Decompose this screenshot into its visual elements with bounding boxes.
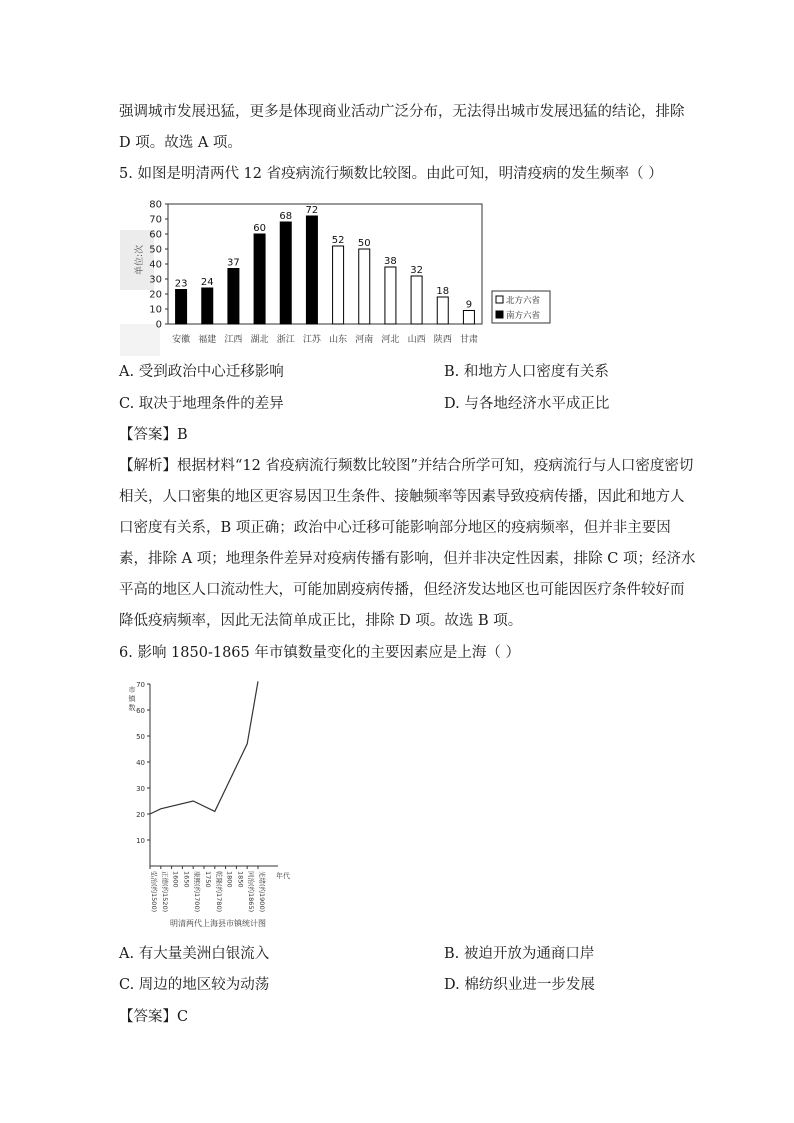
- y-tick-label: 40: [149, 259, 162, 271]
- y-tick-label: 30: [136, 785, 145, 793]
- bar-value-label: 72: [305, 205, 319, 216]
- y-tick-label: 60: [136, 707, 145, 715]
- intro-line-2: D 项。故选 A 项。: [119, 135, 242, 151]
- y-tick-label: 50: [136, 733, 145, 741]
- category-label: 湖北: [250, 335, 269, 345]
- q5-analysis-line-3: 口密度有关系，B 项正确；政治中心迁移可能影响部分地区的疫病频率，但并非主要因: [119, 520, 671, 536]
- x-tick-label: 1850: [236, 871, 245, 888]
- legend-swatch: [496, 296, 503, 303]
- bar: [333, 246, 344, 324]
- intro-line-1: 强调城市发展迅猛，更多是体现商业活动广泛分布，无法得出城市发展迅猛的结论，排除: [119, 104, 685, 120]
- q6-option-c: C. 周边的地区较为动荡: [119, 977, 270, 993]
- line-chart-shanghai-towns: [120, 676, 320, 936]
- x-tick-label: 同治(约1865): [247, 871, 256, 913]
- bar: [176, 290, 187, 325]
- category-label: 陕西: [433, 335, 452, 345]
- x-tick-label: 1650: [182, 871, 191, 888]
- y-tick-label: 60: [149, 229, 162, 241]
- q6-option-a: A. 有大量美洲白银流入: [119, 946, 270, 962]
- category-label: 江西: [224, 335, 243, 345]
- y-tick-label: 20: [136, 811, 145, 819]
- q6-option-d: D. 棉纺织业进一步发展: [444, 977, 595, 993]
- y-tick-label: 30: [149, 274, 162, 286]
- q5-analysis-line-4: 素，排除 A 项；地理条件差异对疫病传播有影响，但并非决定性因素，排除 C 项；经济水: [119, 551, 696, 567]
- bar-value-label: 50: [357, 238, 371, 249]
- y-tick-label: 70: [136, 681, 145, 689]
- bar-value-label: 68: [279, 211, 293, 222]
- q6-answer: 【答案】C: [119, 1009, 189, 1025]
- bar-value-label: 37: [227, 257, 240, 269]
- legend-label: 北方六省: [506, 296, 541, 306]
- bar: [359, 249, 370, 324]
- q5-stem: 5. 如图是明清两代 12 省疫病流行频数比较图。由此可知，明清疫病的发生频率（ ）: [119, 166, 663, 182]
- category-label: 河南: [355, 335, 374, 345]
- x-tick-label: 弘治(约1500): [150, 871, 158, 913]
- q6-stem: 6. 影响 1850-1865 年市镇数量变化的主要因素应是上海（ ）: [119, 645, 520, 661]
- x-tick-label: 正德(约1520): [160, 871, 169, 913]
- q5-analysis-line-2: 相关，人口密集的地区更容易因卫生条件、接触频率等因素导致疫病传播，因此和地方人: [119, 489, 685, 505]
- corner-backdrop: [120, 324, 160, 356]
- legend-swatch: [496, 311, 503, 318]
- category-label: 福建: [198, 335, 217, 345]
- x-axis-label: 年代: [276, 872, 290, 880]
- q6-option-b: B. 被迫开放为通商口岸: [444, 946, 595, 962]
- bar-value-label: 18: [436, 286, 450, 297]
- bar: [280, 222, 291, 324]
- bar: [463, 311, 474, 325]
- bar: [306, 216, 317, 324]
- y-tick-label: 70: [149, 214, 162, 226]
- x-tick-label: 乾隆(约1780): [214, 871, 223, 913]
- x-tick-label: 1800: [225, 871, 234, 888]
- y-tick-label: 50: [149, 244, 162, 256]
- bar: [202, 288, 213, 324]
- chart-caption: 明清两代上海县市镇统计图: [170, 919, 266, 928]
- bar: [385, 267, 396, 324]
- x-tick-label: 光绪(约1900): [258, 871, 266, 913]
- q5-option-b: B. 和地方人口密度有关系: [444, 364, 609, 380]
- bar-value-label: 52: [331, 235, 345, 246]
- legend-label: 南方六省: [506, 311, 541, 321]
- category-label: 甘肃: [459, 335, 478, 345]
- y-axis-label: 单位:次: [135, 244, 145, 276]
- plot-frame: [168, 204, 482, 324]
- category-label: 安徽: [172, 335, 191, 345]
- x-tick-label: 1600: [171, 871, 180, 888]
- y-tick-label: 10: [149, 304, 162, 316]
- y-tick-label: 20: [149, 289, 162, 301]
- y-tick-label: 10: [136, 837, 145, 845]
- q5-option-c: C. 取决于地理条件的差异: [119, 396, 284, 412]
- q5-analysis-line-6: 降低疫病频率，因此无法简单成正比，排除 D 项。故选 B 项。: [119, 613, 523, 629]
- x-tick-label: 康熙(约1700): [193, 871, 202, 913]
- category-label: 山西: [407, 335, 426, 345]
- bar-value-label: 60: [253, 223, 266, 234]
- q5-analysis-line-1: 【解析】根据材料“12 省疫病流行频数比较图”并结合所学可知，疫病流行与人口密度密切: [119, 458, 694, 474]
- y-axis-label-char: 镇: [128, 695, 136, 703]
- bar: [254, 234, 265, 324]
- y-axis-label-char: 市: [128, 686, 136, 694]
- bar-chart-epidemic-frequency: [120, 196, 560, 356]
- y-axis-label-char: 数: [128, 704, 136, 712]
- bar: [437, 297, 448, 324]
- series-line: [150, 681, 258, 814]
- bar: [228, 269, 239, 325]
- q5-option-d: D. 与各地经济水平成正比: [444, 396, 610, 412]
- bar-value-label: 38: [384, 256, 397, 267]
- y-tick-label: 80: [149, 199, 162, 211]
- y-tick-label: 0: [155, 319, 162, 331]
- bar-value-label: 9: [465, 299, 473, 311]
- q5-option-a: A. 受到政治中心迁移影响: [119, 364, 284, 380]
- category-label: 山东: [329, 335, 348, 345]
- bar: [411, 276, 422, 324]
- q5-answer: 【答案】B: [119, 427, 188, 443]
- category-label: 河北: [381, 335, 400, 345]
- category-label: 江苏: [302, 335, 321, 345]
- q5-analysis-line-5: 平高的地区人口流动性大，可能加剧疫病传播，但经济发达地区也可能因医疗条件较好而: [119, 582, 685, 598]
- category-label: 浙江: [276, 335, 295, 345]
- bar-value-label: 24: [200, 277, 214, 288]
- x-tick-label: 1750: [204, 871, 212, 888]
- y-tick-label: 40: [136, 759, 145, 767]
- bar-value-label: 23: [174, 278, 188, 290]
- bar-value-label: 32: [410, 265, 423, 276]
